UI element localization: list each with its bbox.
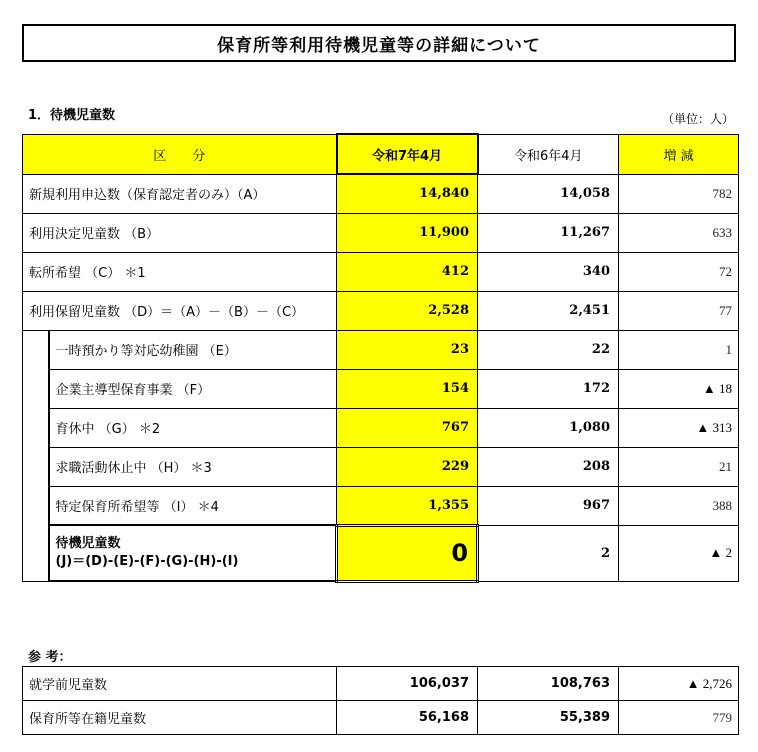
table-row — [23, 291, 739, 330]
table-subrow — [23, 408, 739, 447]
final-label-formula: (J)＝(D)-(E)-(F)-(G)-(H)-(I) — [55, 554, 239, 569]
table-row — [23, 252, 739, 291]
final-label-title: 待機児童数 — [55, 536, 121, 551]
reference-change: 779 — [619, 701, 739, 735]
reference-current: 56,168 — [337, 701, 478, 735]
row-current: 14,840 — [337, 174, 478, 213]
row-change: 633 — [619, 213, 739, 252]
header-current: 令和7年4月 — [337, 134, 478, 174]
indent-cell — [23, 330, 49, 581]
table-row — [23, 174, 739, 213]
subrow-change: 388 — [619, 486, 739, 525]
row-label: 利用決定児童数 （B） — [23, 213, 337, 252]
row-current: 11,900 — [337, 213, 478, 252]
table-subrow — [23, 330, 739, 369]
reference-previous: 55,389 — [478, 701, 619, 735]
waiting-children-table — [22, 133, 739, 583]
subrow-previous: 172 — [478, 369, 619, 408]
subrow-change: 21 — [619, 447, 739, 486]
subrow-label: 育休中 （G） ＊2 — [49, 408, 337, 447]
subrow-change: 1 — [619, 330, 739, 369]
final-label-cell — [49, 525, 337, 581]
reference-label: 保育所等在籍児童数 — [23, 701, 337, 735]
reference-change: ▲ 2,726 — [619, 667, 739, 701]
subrow-previous: 1,080 — [478, 408, 619, 447]
row-previous: 11,267 — [478, 213, 619, 252]
subrow-label: 求職活動休止中 （H） ＊3 — [49, 447, 337, 486]
table-subrow — [23, 486, 739, 525]
table-subrow — [23, 447, 739, 486]
row-change: 72 — [619, 252, 739, 291]
subrow-previous: 22 — [478, 330, 619, 369]
subrow-previous: 967 — [478, 486, 619, 525]
final-previous: 2 — [478, 525, 619, 581]
reference-label: 就学前児童数 — [23, 667, 337, 701]
subrow-label: 特定保育所希望等 （I） ＊4 — [49, 486, 337, 525]
subrow-current: 767 — [337, 408, 478, 447]
subrow-previous: 208 — [478, 447, 619, 486]
header-change: 増 減 — [619, 134, 739, 174]
subrow-change: ▲ 18 — [619, 369, 739, 408]
final-change: ▲ 2 — [619, 525, 739, 581]
row-previous: 14,058 — [478, 174, 619, 213]
reference-title: 参 考： — [28, 650, 72, 665]
reference-previous: 108,763 — [478, 667, 619, 701]
table-header-row — [23, 134, 739, 174]
row-label: 利用保留児童数 （D）＝（A）－（B）－（C） — [23, 291, 337, 330]
table-row — [23, 213, 739, 252]
subrow-label: 一時預かり等対応幼稚園 （E） — [49, 330, 337, 369]
subrow-change: ▲ 313 — [619, 408, 739, 447]
row-previous: 2,451 — [478, 291, 619, 330]
row-current: 412 — [337, 252, 478, 291]
row-previous: 340 — [478, 252, 619, 291]
reference-row — [23, 667, 739, 701]
row-label: 新規利用申込数（保育認定者のみ）（A） — [23, 174, 337, 213]
table-subrow — [23, 369, 739, 408]
subrow-current: 1,355 — [337, 486, 478, 525]
row-current: 2,528 — [337, 291, 478, 330]
final-current — [337, 525, 478, 581]
section-title: 1．待機児童数 — [28, 108, 116, 123]
reference-table — [22, 666, 739, 735]
subrow-current: 23 — [337, 330, 478, 369]
reference-current: 106,037 — [337, 667, 478, 701]
subrow-current: 154 — [337, 369, 478, 408]
subrow-label: 企業主導型保育事業 （F） — [49, 369, 337, 408]
subrow-current: 229 — [337, 447, 478, 486]
header-previous: 令和6年4月 — [478, 134, 619, 174]
page-title: 保育所等利用待機児童等の詳細について — [22, 24, 736, 62]
row-label: 転所希望 （C） ＊1 — [23, 252, 337, 291]
row-change: 782 — [619, 174, 739, 213]
unit-label: （単位：人） — [661, 112, 734, 126]
reference-row — [23, 701, 739, 735]
header-category: 区 分 — [23, 134, 337, 174]
final-row — [23, 525, 739, 581]
row-change: 77 — [619, 291, 739, 330]
final-current-value: 0 — [451, 539, 469, 567]
